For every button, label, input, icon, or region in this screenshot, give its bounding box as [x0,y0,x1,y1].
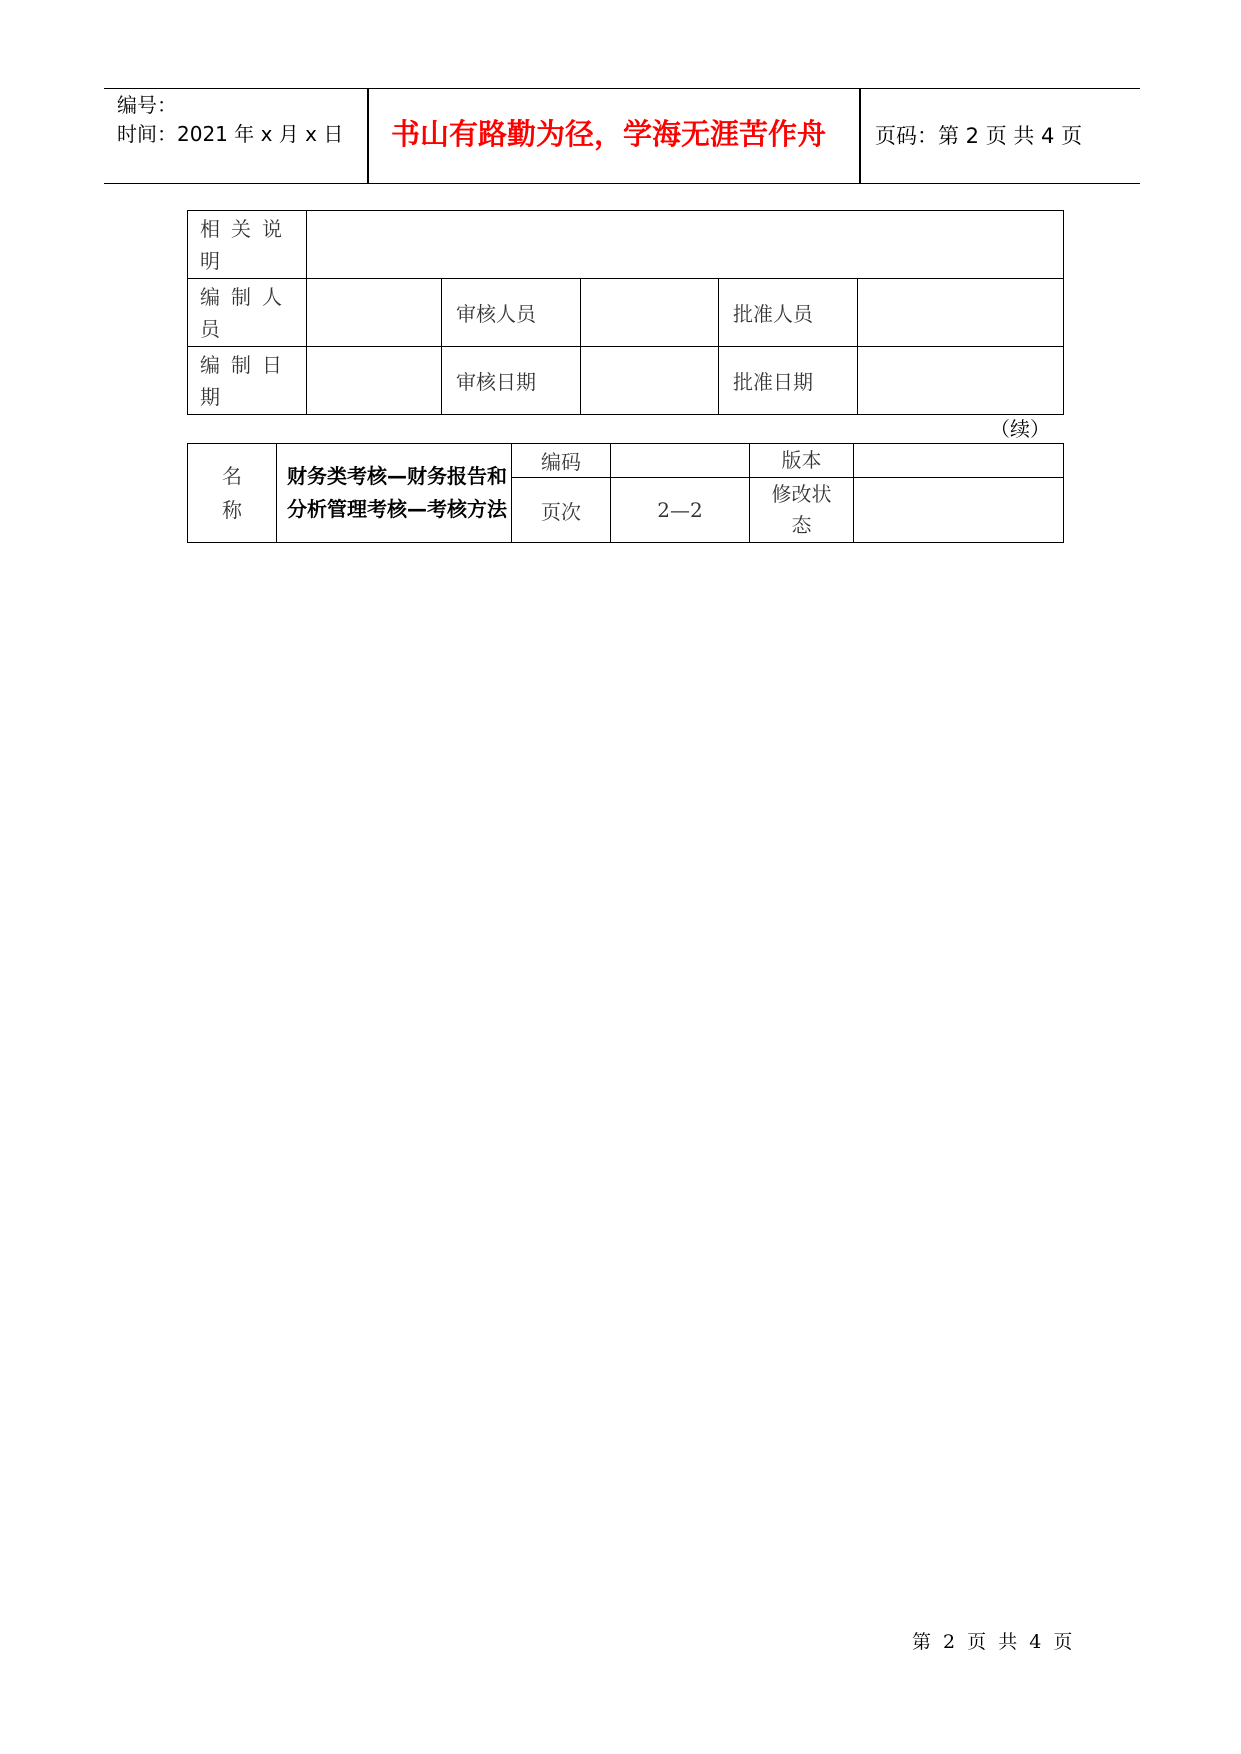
code-value [611,444,750,478]
prepared-by-label: 编制人员 [188,279,307,347]
approved-by-label: 批准人员 [719,279,858,347]
revision-label: 修改状态 [750,478,854,543]
reviewed-date-value [581,347,719,415]
continued-note: （续） [990,417,1050,441]
revision-value [854,478,1064,543]
page-footer: 第 2 页 共 4 页 [912,1631,1073,1653]
page-label: 页次 [512,478,611,543]
header-right [863,89,1140,183]
page-value: 2—2 [611,478,750,543]
prepared-date-value [307,347,442,415]
header-left [104,89,367,183]
page-header [104,88,1140,184]
prepared-by-value [307,279,442,347]
document-code-label: 编号： [117,93,177,117]
approved-date-value [858,347,1064,415]
table-row [188,444,1064,478]
reviewed-by-label: 审核人员 [442,279,581,347]
header-center [367,89,861,183]
approved-by-value [858,279,1064,347]
header-page-info: 页码：第 2 页 共 4 页 [875,124,1083,148]
table-row [188,211,1064,279]
code-label: 编码 [512,444,611,478]
reviewed-date-label: 审核日期 [442,347,581,415]
approved-date-label: 批准日期 [719,347,858,415]
related-notes-label: 相关说明 [188,211,307,279]
document-meta-table [187,443,1064,543]
name-label: 名称 [188,444,277,543]
related-notes-value [307,211,1064,279]
prepared-date-label: 编制日期 [188,347,307,415]
table-row [188,279,1064,347]
motto-text: 书山有路勤为径，学海无涯苦作舟 [391,117,827,151]
reviewed-by-value [581,279,719,347]
name-value: 财务类考核—财务报告和分析管理考核—考核方法 [277,444,512,543]
info-table [187,210,1064,415]
version-label: 版本 [750,444,854,478]
document-time-label: 时间：2021 年 x 月 x 日 [117,122,344,146]
version-value [854,444,1064,478]
table-row [188,347,1064,415]
